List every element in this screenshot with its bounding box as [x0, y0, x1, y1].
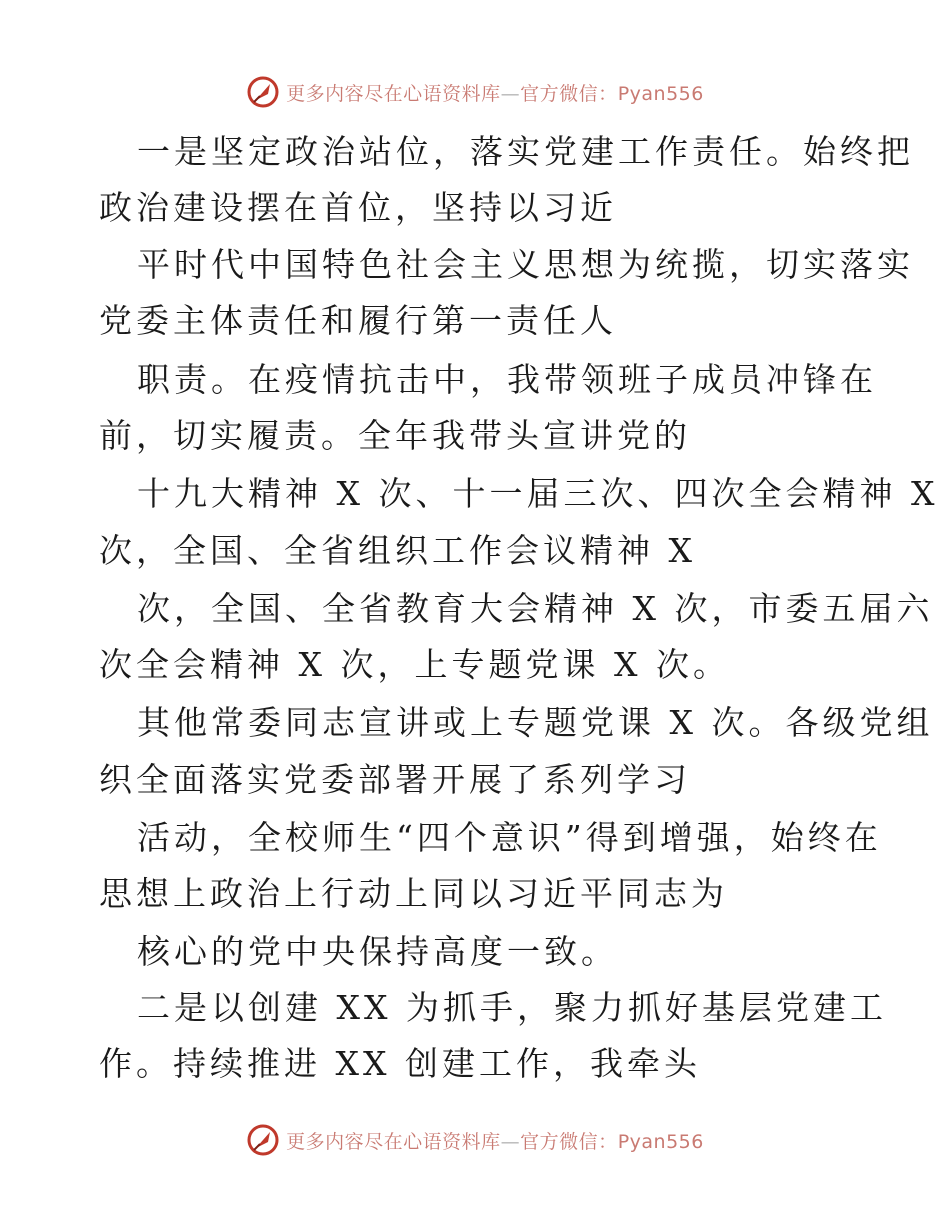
- watermark-dash: —: [500, 1130, 521, 1153]
- text-line: 织全面落实党委部署开展了系列学习: [99, 760, 691, 799]
- text-line: 职责。在疫情抗击中，我带领班子成员冲锋在: [137, 360, 877, 399]
- text-line: 核心的党中央保持高度一致。: [137, 932, 618, 971]
- watermark-text: [286, 1127, 704, 1154]
- watermark-text: [286, 79, 704, 106]
- watermark-account: Pyan556: [617, 1130, 704, 1153]
- watermark-main: 更多内容尽在心语资料库: [286, 82, 501, 105]
- text-line: 次，全国、全省教育大会精神 X 次，市委五届六: [137, 589, 934, 628]
- text-line: 思想上政治上行动上同以习近平同志为: [99, 874, 728, 913]
- text-line: 次，全国、全省组织工作会议精神 X: [99, 531, 696, 570]
- quill-logo-icon: [246, 1123, 280, 1157]
- text-line: 活动，全校师生“四个意识”得到增强，始终在: [137, 818, 882, 857]
- watermark-main: 更多内容尽在心语资料库: [286, 1130, 501, 1153]
- text-line: 作。持续推进 XX 创建工作，我牵头: [99, 1044, 701, 1083]
- text-line: 平时代中国特色社会主义思想为统揽，切实落实: [137, 245, 914, 284]
- watermark-wechat: 官方微信：: [520, 1130, 618, 1153]
- text-line: 前，切实履责。全年我带头宣讲党的: [99, 416, 691, 455]
- watermark-account: Pyan556: [617, 82, 704, 105]
- text-line: 二是以创建 XX 为抓手，聚力抓好基层党建工: [137, 988, 887, 1027]
- footer-watermark: [0, 1120, 950, 1160]
- text-line: 其他常委同志宣讲或上专题党课 X 次。各级党组: [137, 703, 934, 742]
- quill-logo-icon: [246, 75, 280, 109]
- header-watermark: [0, 72, 950, 112]
- text-line: 政治建设摆在首位，坚持以习近: [99, 188, 617, 227]
- text-line: 十九大精神 X 次、十一届三次、四次全会精神 X: [137, 474, 939, 513]
- watermark-wechat: 官方微信：: [520, 82, 618, 105]
- text-line: 一是坚定政治站位，落实党建工作责任。始终把: [137, 132, 914, 171]
- watermark-dash: —: [500, 82, 521, 105]
- text-line: 次全会精神 X 次，上专题党课 X 次。: [99, 645, 730, 684]
- text-line: 党委主体责任和履行第一责任人: [99, 301, 617, 340]
